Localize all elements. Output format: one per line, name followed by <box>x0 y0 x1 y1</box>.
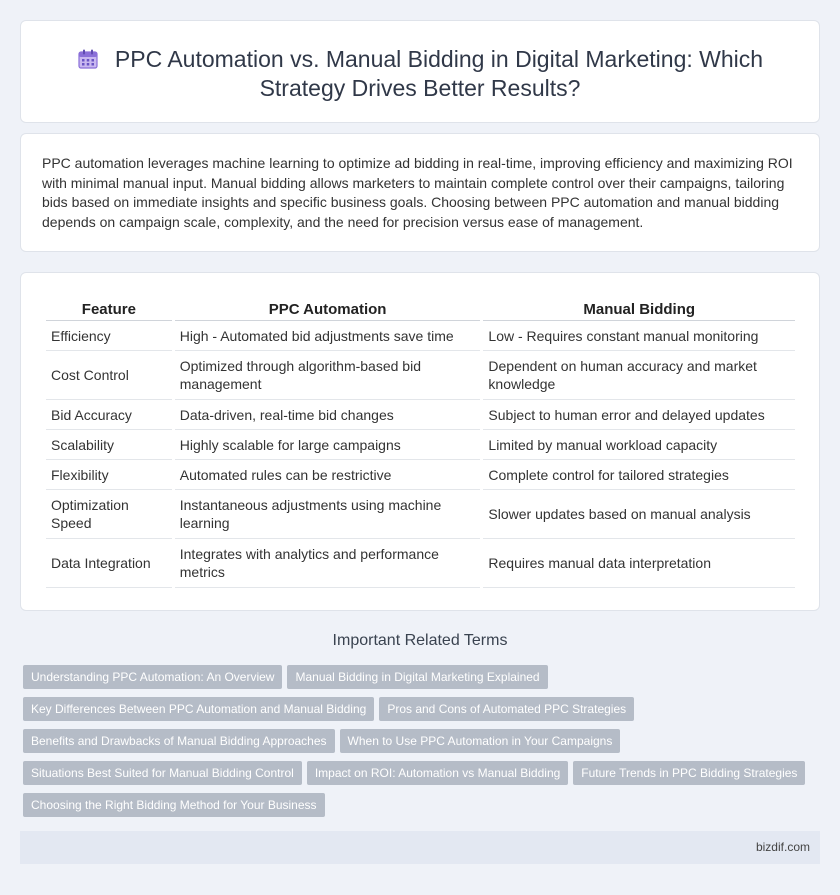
title-card <box>20 20 820 123</box>
header-ppc-automation: PPC Automation <box>175 297 481 321</box>
related-term-tag[interactable]: Key Differences Between PPC Automation and Manual Bidding <box>23 697 374 721</box>
feature-cell: Scalability <box>46 430 172 460</box>
automation-cell: Optimized through algorithm-based bid management <box>175 351 481 400</box>
feature-cell: Optimization Speed <box>46 490 172 539</box>
automation-cell: Integrates with analytics and performance metrics <box>175 539 481 588</box>
comparison-card <box>20 272 820 611</box>
related-term-tag[interactable]: When to Use PPC Automation in Your Campaigns <box>340 729 621 753</box>
tag-row <box>23 793 823 825</box>
tag-row <box>23 665 823 697</box>
table-row <box>46 400 795 430</box>
header-feature: Feature <box>46 297 172 321</box>
table-row <box>46 460 795 490</box>
feature-cell: Cost Control <box>46 351 172 400</box>
table-row <box>46 321 795 351</box>
manual-cell: Requires manual data interpretation <box>483 539 795 588</box>
table-row <box>46 351 795 400</box>
related-terms-heading: Important Related Terms <box>332 632 508 649</box>
table-row <box>46 490 795 539</box>
feature-cell: Efficiency <box>46 321 172 351</box>
related-terms-list <box>23 665 823 825</box>
manual-cell: Subject to human error and delayed updates <box>483 400 795 430</box>
feature-cell: Flexibility <box>46 460 172 490</box>
table-row <box>46 430 795 460</box>
page-title-wrap <box>21 45 819 103</box>
related-term-tag[interactable]: Understanding PPC Automation: An Overview <box>23 665 282 689</box>
calendar-icon <box>77 48 99 70</box>
page-title: PPC Automation vs. Manual Bidding in Digital Marketing: Which Strategy Drives Better Results? <box>114 46 764 101</box>
table-header-row <box>46 297 795 321</box>
footer-site-link[interactable]: bizdif.com <box>755 840 810 854</box>
manual-cell: Complete control for tailored strategies <box>483 460 795 490</box>
tag-row <box>23 697 823 729</box>
automation-cell: Instantaneous adjustments using machine learning <box>175 490 481 539</box>
related-term-tag[interactable]: Pros and Cons of Automated PPC Strategies <box>379 697 634 721</box>
related-term-tag[interactable]: Situations Best Suited for Manual Bidding Control <box>23 761 302 785</box>
header-manual-bidding: Manual Bidding <box>483 297 795 321</box>
manual-cell: Low - Requires constant manual monitoring <box>483 321 795 351</box>
intro-paragraph: PPC automation leverages machine learning to optimize ad bidding in real-time, improving efficiency and maximizing ROI with minimal manual input. Manual bidding allows marketers to maintain complete control over their campaigns, tailoring bids based on immediate insights and specific business goals. Choosing between PPC automation and manual bidding depends on campaign scale, complexity, and the need for precision versus ease of management. <box>42 155 793 230</box>
automation-cell: High - Automated bid adjustments save time <box>175 321 481 351</box>
automation-cell: Automated rules can be restrictive <box>175 460 481 490</box>
related-term-tag[interactable]: Manual Bidding in Digital Marketing Explained <box>287 665 547 689</box>
manual-cell: Limited by manual workload capacity <box>483 430 795 460</box>
related-term-tag[interactable]: Future Trends in PPC Bidding Strategies <box>573 761 805 785</box>
automation-cell: Data-driven, real-time bid changes <box>175 400 481 430</box>
tag-row <box>23 761 823 793</box>
table-row <box>46 539 795 588</box>
feature-cell: Bid Accuracy <box>46 400 172 430</box>
comparison-table <box>43 297 798 588</box>
tag-row <box>23 729 823 761</box>
manual-cell: Dependent on human accuracy and market knowledge <box>483 351 795 400</box>
intro-card <box>20 133 820 252</box>
automation-cell: Highly scalable for large campaigns <box>175 430 481 460</box>
related-term-tag[interactable]: Benefits and Drawbacks of Manual Bidding Approaches <box>23 729 335 753</box>
footer <box>20 831 820 864</box>
related-term-tag[interactable]: Choosing the Right Bidding Method for Your Business <box>23 793 325 817</box>
manual-cell: Slower updates based on manual analysis <box>483 490 795 539</box>
feature-cell: Data Integration <box>46 539 172 588</box>
related-term-tag[interactable]: Impact on ROI: Automation vs Manual Bidding <box>307 761 568 785</box>
